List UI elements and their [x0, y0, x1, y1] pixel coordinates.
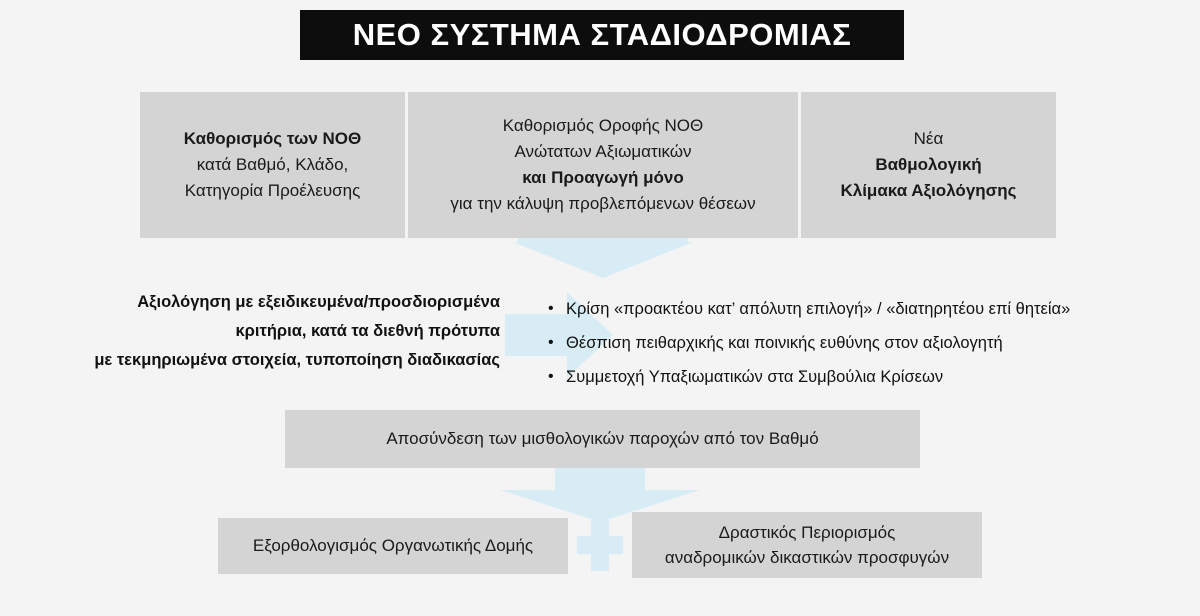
box-line: Κλίμακα Αξιολόγησης: [840, 181, 1017, 200]
list-item-label: Κρίση «προακτέου κατ’ απόλυτη επιλογή» / «διατηρητέου επί θητεία»: [566, 300, 1071, 318]
bullet-list: [548, 292, 1168, 394]
box-kathorismos-noth: [140, 92, 405, 238]
box-line: Δραστικός Περιορισμός: [718, 523, 896, 542]
criteria-line: Αξιολόγηση με εξειδικευμένα/προσδιορισμένα: [137, 293, 500, 311]
page-title: [300, 10, 904, 60]
list-item: [548, 360, 1168, 394]
box-nea-vathmologiki-klimaka: [801, 92, 1056, 238]
bullet-marker-icon: •: [548, 300, 554, 317]
box-line: Καθορισμός Οροφής ΝΟΘ: [502, 116, 704, 135]
box-line: Καθορισμός των ΝΟΘ: [183, 129, 362, 148]
list-item-label: Θέσπιση πειθαρχικής και ποινικής ευθύνης στον αξιολογητή: [566, 334, 1003, 352]
criteria-text-block: [60, 288, 500, 375]
box-line: κατά Βαθμό, Κλάδο,: [196, 155, 349, 174]
box-drastikos-periorismos: [632, 512, 982, 578]
list-item: [548, 292, 1168, 326]
box-line: αναδρομικών δικαστικών προσφυγών: [664, 548, 950, 567]
box-aposyndesi-misthologikon: [285, 410, 920, 468]
bullet-marker-icon: •: [548, 334, 554, 351]
bullet-marker-icon: •: [548, 368, 554, 385]
box-line: Βαθμολογική: [875, 155, 982, 174]
page-title-text: ΝΕΟ ΣΥΣΤΗΜΑ ΣΤΑΔΙΟΔΡΟΜΙΑΣ: [352, 17, 852, 52]
criteria-line: με τεκμηριωμένα στοιχεία, τυποποίηση διαδικασίας: [94, 351, 500, 369]
box-line: και Προαγωγή μόνο: [522, 168, 684, 187]
box-kathorismos-orofis-noth: [408, 92, 798, 238]
box-line: Αποσύνδεση των μισθολογικών παροχών από τον Βαθμό: [386, 429, 819, 448]
box-line: Νέα: [913, 129, 944, 148]
criteria-line: κριτήρια, κατά τα διεθνή πρότυπα: [235, 322, 500, 340]
list-item: [548, 326, 1168, 360]
flow-arrow-down-1: [408, 238, 798, 278]
list-item-label: Συμμετοχή Υπαξιωματικών στα Συμβούλια Κρίσεων: [566, 368, 944, 386]
box-line: για την κάλυψη προβλεπόμενων θέσεων: [450, 194, 756, 213]
box-line: Ανώτατων Αξιωματικών: [514, 142, 692, 161]
box-line: Εξορθολογισμός Οργανωτικής Δομής: [252, 536, 534, 555]
box-line: Κατηγορία Προέλευσης: [184, 181, 361, 200]
box-exorthologismos-domis: [218, 518, 568, 574]
plus-icon: [577, 519, 623, 571]
